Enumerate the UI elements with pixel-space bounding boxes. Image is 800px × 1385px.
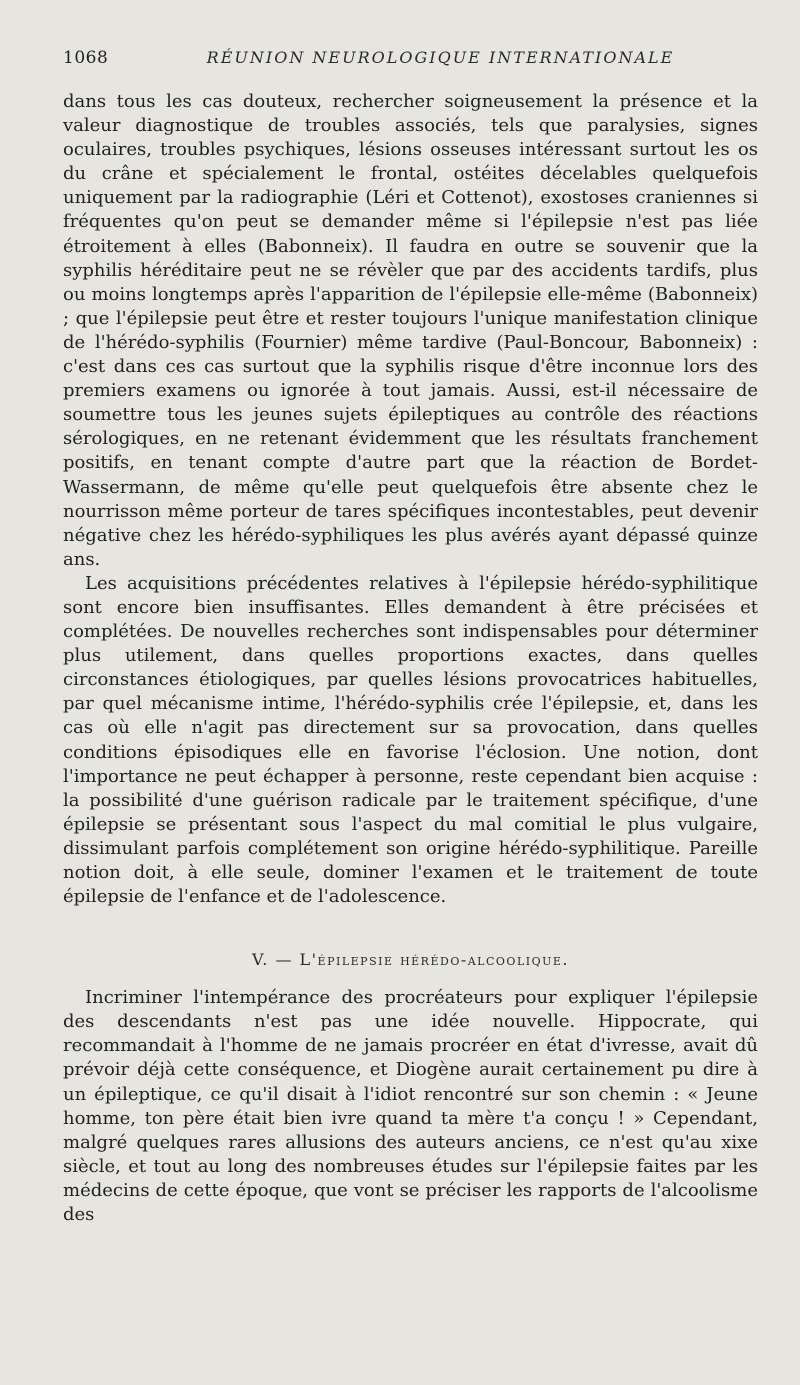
section-dash: — [275,950,293,970]
running-head: RÉUNION NEUROLOGIQUE INTERNATIONALE [206,48,675,67]
paragraph: Incriminer l'intempérance des procréateurs pour expliquer l'épilepsie des descendants n'est pas une idée nouvelle. Hippocrate, qui recommandait à l'homme de ne jamais procréer en état d'ivresse, avait dû prévoir déjà cette conséquence, et Diogène aurait certainement pu dire à un épileptique, ce qu'il disait à l'idiot rencontré sur son chemin : « Jeune homme, ton père était bien ivre quand ta mère t'a conçu ! » Cependant, malgré quelques rares allusions des auteurs anciens, ce n'est qu'au xixe siècle, et tout au long des nombreuses études sur l'épilepsie faites par les médecins de cette époque, que vont se préciser les rapports de l'alcoolisme des [63,987,758,1226]
section-number: V. [252,950,269,970]
section-title-text: L'épilepsie hérédo-alcoolique. [299,950,569,970]
paragraph: Les acquisitions précédentes relatives à l'épilepsie hérédo-syphilitique sont encore bien insuffisantes. Elles demandent à être précisées et complétées. De nouvelles recherches sont indispensables pour déterminer plus utilement, dans quelles proportions exactes, dans quelles circonstances étiologiques, par quelles lésions provocatrices habituelles, par quel mécanisme intime, l'hérédo-syphilis crée l'épilepsie, et, dans les cas où elle n'agit pas directement sur sa provocation, dans quelles conditions épisodiques elle en favorise l'éclosion. Une notion, dont l'importance ne peut échapper à personne, reste cependant bien acquise : la possibilité d'une guérison radicale par le traitement spécifique, d'une épilepsie se présentant sous l'aspect du mal comitial le plus vulgaire, dissimulant parfois complétement son origine hérédo-syphilitique. Pareille notion doit, à elle seule, dominer l'examen et le traitement de toute épilepsie de l'enfance et de l'adolescence. [63,572,758,908]
page-header [63,48,748,72]
body-text [63,90,758,1227]
section-heading [63,948,758,972]
page-number: 1068 [63,48,109,68]
paragraph-continued: dans tous les cas douteux, rechercher soigneusement la présence et la valeur diagnostique de troubles associés, tels que paralysies, signes oculaires, troubles psychiques, lésions osseuses intéressant surtout les os du crâne et spécialement le frontal, ostéites décelables quelquefois uniquement par la radiographie (Léri et Cottenot), exostoses craniennes si fréquentes qu'on peut se demander même si l'épilepsie n'est pas liée étroitement à elles (Babonneix). Il faudra en outre se souvenir que la syphilis héréditaire peut ne se révèler que par des accidents tardifs, plus ou moins longtemps après l'apparition de l'épilepsie elle-même (Babonneix) ; que l'épilepsie peut être et rester toujours l'unique manifestation clinique de l'hérédo-syphilis (Fournier) même tardive (Paul-Boncour, Babonneix) : c'est dans ces cas surtout que la syphilis risque d'être inconnue lors des premiers examens ou ignorée à tout jamais. Aussi, est-il nécessaire de soumettre tous les jeunes sujets épileptiques au contrôle des réactions sérologiques, en ne retenant évidemment que les résultats franchement positifs, en tenant compte d'autre part que la réaction de Bordet-Wassermann, de même qu'elle peut quelquefois être absente chez le nourrisson même porteur de tares spécifiques incontestables, peut devenir négative chez les hérédo-syphiliques les plus avérés ayant dépassé quinze ans. [63,91,758,570]
